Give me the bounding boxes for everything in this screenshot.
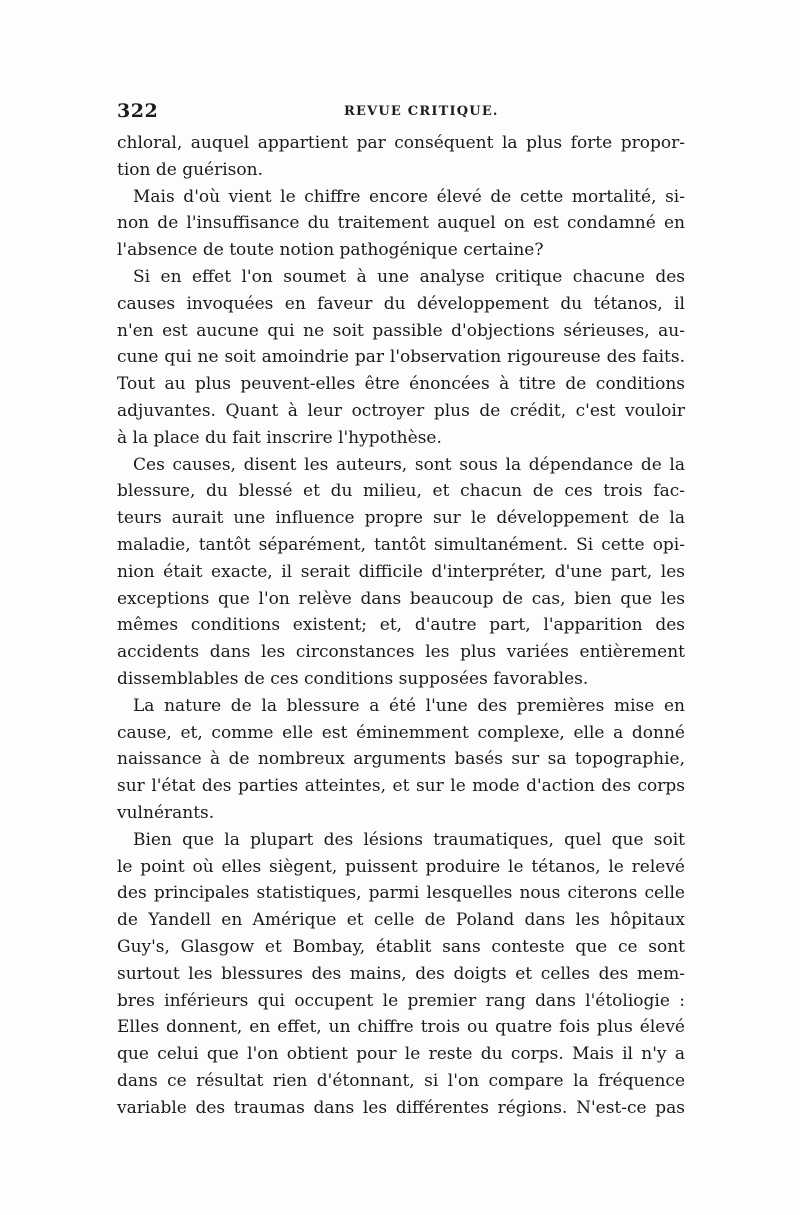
text-line: causes invoquées en faveur du développement du tétanos, il [117,293,685,314]
text-line: sur l'état des parties atteintes, et sur le mode d'action des corps [117,776,685,797]
text-line: non de l'insuffisance du traitement auquel on est condamné en [117,213,685,234]
text-line: bres inférieurs qui occupent le premier rang dans l'étoliogie : [117,990,685,1011]
running-head [117,100,685,124]
text-line: tion de guérison. [117,159,263,180]
text-line: blessure, du blessé et du milieu, et chacun de ces trois fac- [117,481,685,502]
text-line: Mais d'où vient le chiffre encore élevé de cette mortalité, si- [133,186,685,207]
body-text [117,130,685,1121]
text-line: cune qui ne soit amoindrie par l'observation rigoureuse des faits. [117,347,685,368]
text-line: exceptions que l'on relève dans beaucoup de cas, bien que les [117,588,685,609]
text-line: La nature de la blessure a été l'une des premières mise en [133,695,685,716]
text-line: surtout les blessures des mains, des doigts et celles des mem- [117,963,685,984]
text-line: Tout au plus peuvent-elles être énoncées à titre de conditions [117,374,685,395]
text-line: adjuvantes. Quant à leur octroyer plus de crédit, c'est vouloir [117,400,685,421]
text-line: vulnérants. [117,802,215,823]
text-line: dans ce résultat rien d'étonnant, si l'on compare la fréquence [117,1070,685,1091]
text-line: Bien que la plupart des lésions traumatiques, quel que soit [133,829,685,850]
text-line: naissance à de nombreux arguments basés sur sa topographie, [117,749,685,770]
text-line: de Yandell en Amérique et celle de Poland dans les hôpitaux [117,910,685,931]
text-line: Guy's, Glasgow et Bombay, établit sans conteste que ce sont [117,936,685,957]
text-line: n'en est aucune qui ne soit passible d'objections sérieuses, au- [117,320,685,341]
text-line: l'absence de toute notion pathogénique certaine? [117,240,544,261]
text-line: Si en effet l'on soumet à une analyse critique chacune des [133,266,685,287]
text-line: Elles donnent, en effet, un chiffre trois ou quatre fois plus élevé [117,1017,685,1038]
running-title: REVUE CRITIQUE. [344,104,499,119]
text-line: Ces causes, disent les auteurs, sont sous la dépendance de la [133,454,685,475]
text-line: maladie, tantôt séparément, tantôt simultanément. Si cette opi- [117,534,685,555]
text-line: accidents dans les circonstances les plus variées entièrement [117,642,685,663]
text-line: cause, et, comme elle est éminemment complexe, elle a donné [117,722,685,743]
text-line: variable des traumas dans les différentes régions. N'est-ce pas [117,1097,685,1118]
text-line: teurs aurait une influence propre sur le développement de la [117,508,685,529]
text-line: le point où elles siègent, puissent produire le tétanos, le relevé [117,856,685,877]
page-number: 322 [117,100,159,122]
text-line: dissemblables de ces conditions supposées favorables. [117,668,589,689]
text-line: des principales statistiques, parmi lesquelles nous citerons celle [117,883,685,904]
text-line: à la place du fait inscrire l'hypothèse. [117,427,442,448]
text-line: mêmes conditions existent; et, d'autre part, l'apparition des [117,615,685,636]
text-line: que celui que l'on obtient pour le reste du corps. Mais il n'y a [117,1044,685,1065]
text-line: chloral, auquel appartient par conséquent la plus forte propor- [117,133,685,153]
text-line: nion était exacte, il serait difficile d'interpréter, d'une part, les [117,561,685,582]
